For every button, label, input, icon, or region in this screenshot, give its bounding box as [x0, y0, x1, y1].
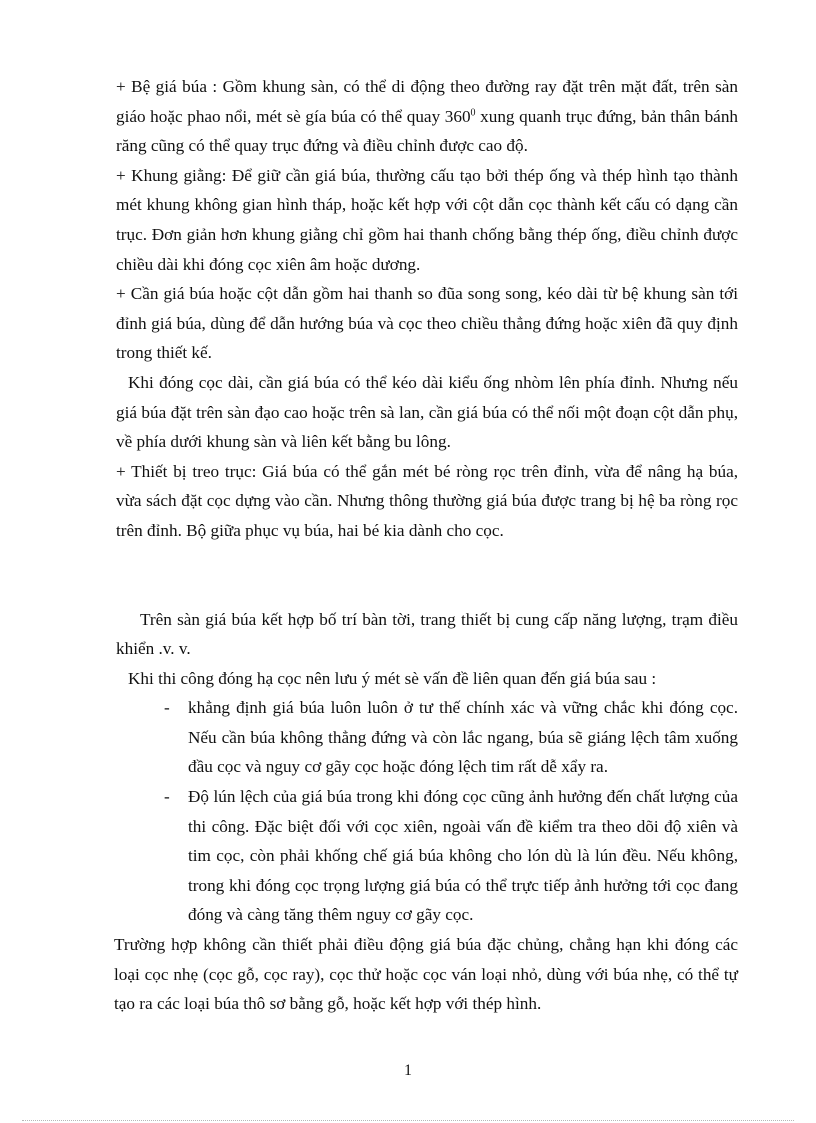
- paragraph-luu-y-intro: Khi thi công đóng hạ cọc nên lưu ý mét sè vấn đề liên quan đến giá búa sau :: [128, 668, 657, 688]
- paragraph-text-tail: xung quanh trục đứng, bản thân bánh răng cũng có thể quay trục đứng và điều chỉnh được cao độ.: [116, 106, 739, 156]
- list-dash: -: [164, 787, 170, 807]
- page-bottom-divider: [22, 1120, 794, 1121]
- page-number: 1: [404, 1062, 412, 1079]
- list-item: [116, 782, 738, 930]
- paragraph-khi-dong-coc-dai: Khi đóng cọc dài, cần giá búa có thể kéo dài kiểu ống nhòm lên phía đỉnh. Nhưng nếu giá búa đặt trên sàn đạo cao hoặc trên sà lan, cần giá búa có thể nối một đoạn cột dẫn phụ, về phía dưới khung sàn và liên kết bằng bu lông.: [116, 372, 738, 452]
- paragraph-can-gia-bua: + Cần giá búa hoặc cột dẫn gồm hai thanh so đũa song song, kéo dài từ bệ khung sàn tới đỉnh giá búa, dùng để dẫn hướng búa và cọc theo chiều thẳng đứng hoặc xiên đã quy định trong thiết kế.: [116, 284, 738, 363]
- paragraph-khung-giang: + Khung giằng: Để giữ cần giá búa, thường cấu tạo bởi thép ống và thép hình tạo thành mét khung không gian hình tháp, hoặc kết hợp với cột dẫn cọc thành kết cấu có dạng cần trục. Đơn giản hơn khung giằng chỉ gồm hai thanh chống bằng thép ống, điều chỉnh được chiều dài khi đóng cọc xiên âm hoặc dương.: [116, 165, 738, 274]
- list-item-text: Độ lún lệch của giá búa trong khi đóng cọc cũng ảnh hưởng đến chất lượng của thi công. Đặc biệt đối với cọc xiên, ngoài vấn đề kiểm tra theo dõi độ xiên và tim cọc, còn phải khống chế giá búa không cho lón dù là lún đều. Nếu không, trong khi đóng cọc trọng lượng giá búa có thể trực tiếp ảnh hưởng tới cọc đang đóng và càng tăng thêm nguy cơ gãy cọc.: [188, 787, 738, 925]
- degree-superscript: 0: [470, 106, 476, 118]
- paragraph-be-gia-bua: [116, 72, 738, 161]
- list-item-text: khẳng định giá búa luôn luôn ở tư thế chính xác và vững chắc khi đóng cọc. Nếu cần búa không thẳng đứng và còn lắc ngang, búa sẽ giáng lệch tâm xuống đầu cọc và nguy cơ gãy cọc hoặc đóng lệch tim rất dễ xẩy ra.: [188, 698, 738, 777]
- list-dash: -: [164, 698, 170, 718]
- paragraph-thiet-bi-treo-truc: + Thiết bị treo trục: Giá búa có thể gắn mét bé ròng rọc trên đỉnh, vừa để nâng hạ búa, vừa sách đặt cọc dựng vào cần. Nhưng thông thường giá búa được trang bị hệ ba ròng rọc trên đỉnh. Bộ giữa phục vụ búa, hai bé kia dành cho cọc.: [116, 461, 738, 540]
- paragraph-gap: [116, 546, 738, 605]
- list-item: [116, 693, 738, 782]
- document-body: [116, 72, 738, 1019]
- considerations-list: [116, 693, 738, 930]
- paragraph-text: + Bệ giá búa : Gồm khung sàn, có thể di động theo đường ray đặt trên mặt đất, trên sàn giáo hoặc phao nổi, mét sè gía búa có thể quay 360: [116, 77, 738, 126]
- paragraph-tren-san-gia-bua: Trên sàn giá búa kết hợp bố trí bàn tời, trang thiết bị cung cấp năng lượng, trạm điều khiển .v. v.: [116, 609, 738, 659]
- paragraph-truong-hop: Trường hợp không cần thiết phải điều động giá búa đặc chủng, chẳng hạn khi đóng các loại cọc nhẹ (cọc gỗ, cọc ray), cọc thử hoặc cọc ván loại nhỏ, dùng với búa nhẹ, có thể tự tạo ra các loại búa thô sơ bằng gỗ, hoặc kết hợp với thép hình.: [114, 935, 738, 1014]
